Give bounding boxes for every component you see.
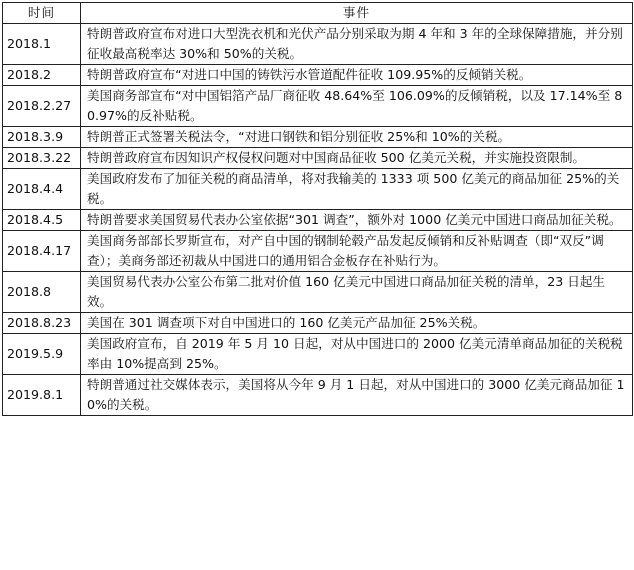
row-event: 美国政府发布了加征关税的商品清单，将对我输美的 1333 项 500 亿美元的商品加征 25%的关税。 xyxy=(81,169,633,210)
row-event: 美国在 301 调查项下对自中国进口的 160 亿美元产品加征 25%关税。 xyxy=(81,313,633,334)
table-row xyxy=(3,210,633,231)
table-row xyxy=(3,313,633,334)
row-event: 特朗普政府宣布对进口大型洗衣机和光伏产品分别采取为期 4 年和 3 年的全球保障措施，并分别征收最高税率达 30%和 50%的关税。 xyxy=(81,24,633,65)
header-time: 时间 xyxy=(3,3,81,24)
row-time: 2018.8.23 xyxy=(3,313,81,334)
row-event: 美国商务部部长罗斯宣布，对产自中国的钢制轮毂产品发起反倾销和反补贴调查（即“双反”调查）；美商务部还初裁从中国进口的通用铝合金板存在补贴行为。 xyxy=(81,231,633,272)
row-time: 2018.4.4 xyxy=(3,169,81,210)
row-time: 2018.1 xyxy=(3,24,81,65)
row-time: 2019.8.1 xyxy=(3,375,81,416)
row-time: 2018.3.22 xyxy=(3,148,81,169)
row-event: 特朗普正式签署关税法令，“对进口钢铁和铝分别征收 25%和 10%的关税。 xyxy=(81,127,633,148)
header-event: 事件 xyxy=(81,3,633,24)
row-time: 2019.5.9 xyxy=(3,334,81,375)
table-row xyxy=(3,65,633,86)
row-time: 2018.2.27 xyxy=(3,86,81,127)
row-event: 美国贸易代表办公室公布第二批对价值 160 亿美元中国进口商品加征关税的清单，23 日起生效。 xyxy=(81,272,633,313)
table-row xyxy=(3,375,633,416)
row-event: 美国商务部宣布“对中国铝箔产品厂商征收 48.64%至 106.09%的反倾销税，以及 17.14%至 80.97%的反补贴税。 xyxy=(81,86,633,127)
row-event: 美国政府宣布，自 2019 年 5 月 10 日起，对从中国进口的 2000 亿美元清单商品加征的关税税率由 10%提高到 25%。 xyxy=(81,334,633,375)
table-row xyxy=(3,272,633,313)
row-time: 2018.4.17 xyxy=(3,231,81,272)
row-event: 特朗普要求美国贸易代表办公室依据“301 调查”，额外对 1000 亿美元中国进口商品加征关税。 xyxy=(81,210,633,231)
table-header-row xyxy=(3,3,633,24)
row-time: 2018.2 xyxy=(3,65,81,86)
table-row xyxy=(3,231,633,272)
row-event: 特朗普政府宣布因知识产权侵权问题对中国商品征收 500 亿美元关税，并实施投资限制。 xyxy=(81,148,633,169)
row-time: 2018.3.9 xyxy=(3,127,81,148)
row-time: 2018.4.5 xyxy=(3,210,81,231)
table-row xyxy=(3,169,633,210)
row-event: 特朗普政府宣布“对进口中国的铸铁污水管道配件征收 109.95%的反倾销关税。 xyxy=(81,65,633,86)
table-row xyxy=(3,24,633,65)
table-row xyxy=(3,334,633,375)
table-row xyxy=(3,148,633,169)
table-row xyxy=(3,86,633,127)
row-time: 2018.8 xyxy=(3,272,81,313)
row-event: 特朗普通过社交媒体表示，美国将从今年 9 月 1 日起，对从中国进口的 3000 亿美元商品加征 10%的关税。 xyxy=(81,375,633,416)
table-row xyxy=(3,127,633,148)
trade-events-table xyxy=(2,2,633,416)
